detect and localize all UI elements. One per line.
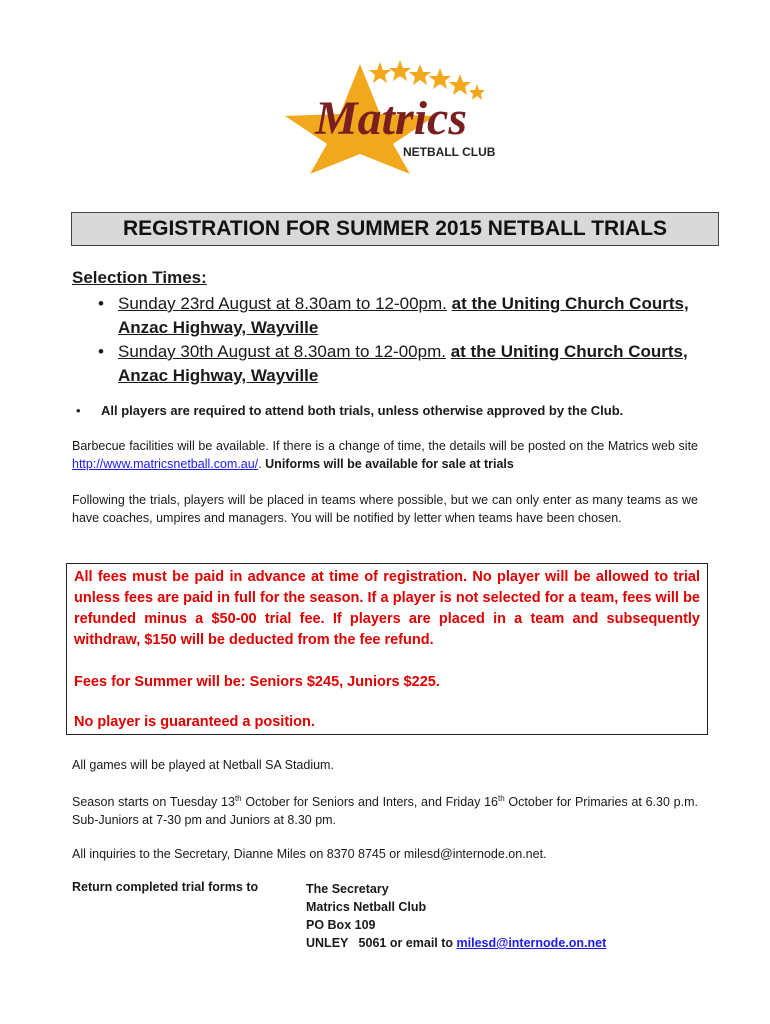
logo-subtitle: NETBALL CLUB xyxy=(403,145,496,159)
ordinal: th xyxy=(234,794,242,803)
fees-amounts: Fees for Summer will be: Seniors $245, Juniors $225. xyxy=(74,674,440,690)
logo-wordmark: Matrics xyxy=(315,92,468,145)
requirement-text: All players are required to attend both trials, unless otherwise approved by the Club. xyxy=(101,403,624,418)
selection-item xyxy=(118,340,708,388)
selection-place: at the Uniting Church Courts, Anzac Highway, Wayville xyxy=(118,294,689,337)
uniforms-note: Uniforms will be available for sale at trials xyxy=(265,457,514,471)
selection-item xyxy=(118,292,708,340)
page-title: REGISTRATION FOR SUMMER 2015 NETBALL TRIALS xyxy=(122,217,668,240)
website-link[interactable]: http://www.matricsnetball.com.au/ xyxy=(72,457,259,471)
barbecue-after: . xyxy=(258,457,262,471)
following-paragraph: Following the trials, players will be placed in teams where possible, but we can only enter as many teams as we have coaches, umpires and managers. You will be notified by letter when teams have been chosen. xyxy=(72,493,698,525)
season-text: October for Seniors and Inters, and Friday 16 xyxy=(241,795,499,810)
no-guarantee: No player is guaranteed a position. xyxy=(74,714,315,730)
selection-time: Sunday 23rd August at 8.30am to 12-00pm. xyxy=(118,294,447,313)
season-text: October for Primaries at 6.30 p.m. Sub-Juniors at 7-30 pm and Juniors at 8.30 pm. xyxy=(72,795,698,828)
address-line: PO Box 109 xyxy=(306,918,376,932)
return-address xyxy=(306,880,606,952)
selection-time: Sunday 30th August at 8.30am to 12-00pm. xyxy=(118,342,446,361)
selection-heading: Selection Times: xyxy=(72,268,207,287)
matrics-logo xyxy=(285,56,505,176)
email-link[interactable]: milesd@internode.on.net xyxy=(456,936,607,950)
barbecue-text: Barbecue facilities will be available. If there is a change of time, the details will be posted on the Matrics web site xyxy=(72,439,698,453)
season-paragraph xyxy=(72,790,698,829)
return-label: Return completed trial forms to xyxy=(72,880,259,894)
title-banner xyxy=(71,212,719,246)
selection-list xyxy=(118,292,708,388)
address-text: UNLEY 5061 or email to xyxy=(306,936,457,950)
ordinal: th xyxy=(498,794,505,803)
bullet: • xyxy=(76,403,81,418)
barbecue-paragraph xyxy=(72,437,698,473)
inquiries-paragraph: All inquiries to the Secretary, Dianne Miles on 8370 8745 or milesd@internode.on.net. xyxy=(72,847,547,861)
season-text: Season starts on Tuesday 13 xyxy=(72,795,235,810)
venue-paragraph: All games will be played at Netball SA Stadium. xyxy=(72,758,334,772)
address-line xyxy=(306,934,606,952)
fees-paragraph: All fees must be paid in advance at time of registration. No player will be allowed to trial unless fees are paid in full for the season. If a player is not selected for a team, fees will be refunded minus a $50-00 trial fee. If players are placed in a team and subsequently withdraw, $150 will be deducted from the fee refund. xyxy=(74,569,700,648)
selection-place: at the Uniting Church Courts, Anzac Highway, Wayville xyxy=(118,342,688,385)
address-line: The Secretary xyxy=(306,882,389,896)
address-line: Matrics Netball Club xyxy=(306,900,427,914)
